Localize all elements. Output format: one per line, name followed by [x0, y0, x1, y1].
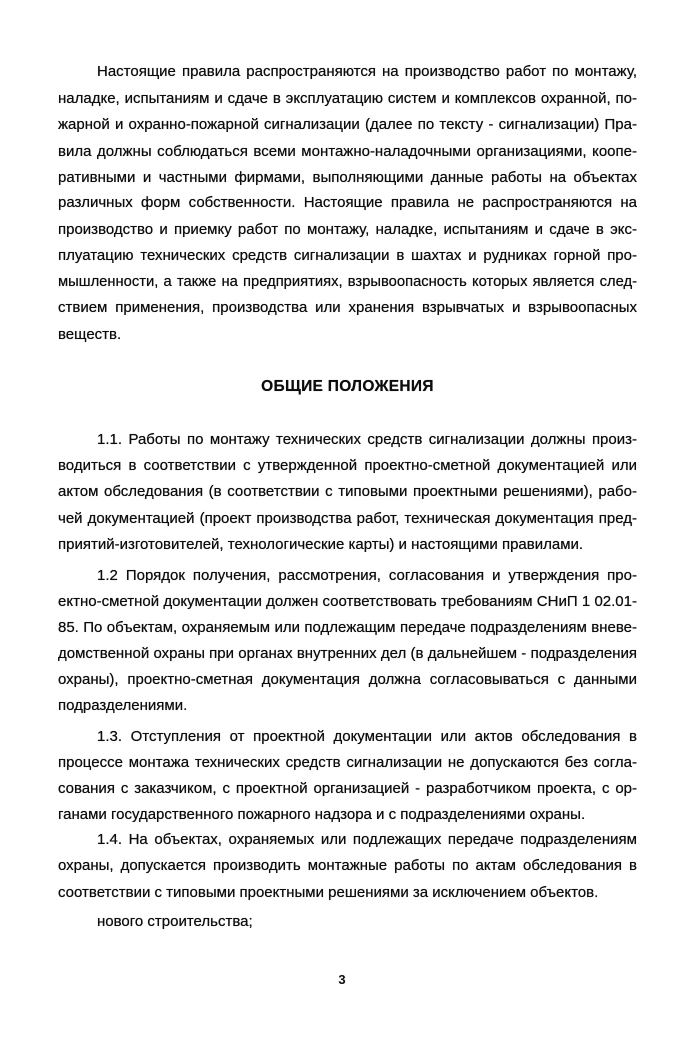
text-line: различных форм собственности. Настоящие правила не распространяются на	[58, 194, 637, 211]
text-line: 1.1. Работы по монтажу технических средств сигнализации должны произ-	[97, 431, 637, 448]
text-line: 1.2 Порядок получения, рассмотрения, согласования и утверждения про-	[97, 567, 637, 584]
text-line: процессе монтажа технических средств сигнализации не допускаются без согла-	[58, 754, 637, 771]
page-number: 3	[338, 972, 346, 987]
text-line: нового строительства;	[97, 913, 253, 930]
text-line: сования с заказчиком, с проектной организацией - разработчиком проекта, с ор-	[58, 780, 637, 797]
text-line: ствием применения, производства или хранения взрывчатых и взрывоопасных	[58, 299, 637, 316]
text-line: водиться в соответствии с утвержденной проектно-сметной документацией или	[58, 457, 637, 474]
text-line: вила должны соблюдаться всеми монтажно-наладочными организациями, коопе-	[58, 143, 637, 160]
text-line: ративными и частными фирмами, выполняющими данные работы на объектах	[58, 169, 637, 186]
text-line: 85. По объектам, охраняемым или подлежащим передаче подразделениям вневе-	[58, 619, 637, 636]
text-line: плуатацию технических средств сигнализации в шахтах и рудниках горной про-	[58, 247, 637, 264]
text-line: 1.3. Отступления от проектной документации или актов обследования в	[97, 728, 637, 745]
text-line: ектно-сметной документации должен соответствовать требованиям СНиП 1 02.01-	[58, 593, 637, 610]
text-line: чей документацией (проект производства работ, техническая документация пред-	[58, 510, 637, 527]
text-line: актом обследования (в соответствии с типовыми проектными решениями), рабо-	[58, 483, 637, 500]
text-line: соответствии с типовыми проектными решениями за исключением объектов.	[58, 884, 599, 901]
text-line: производство и приемку работ по монтажу, наладке, испытаниям и сдаче в экс-	[58, 221, 637, 238]
text-line: ганами государственного пожарного надзора и с подразделениями охраны.	[58, 806, 586, 823]
text-line: охраны), проектно-сметная документация должна согласовываться с данными	[58, 671, 637, 688]
text-line: жарной и охранно-пожарной сигнализации (далее по тексту - сигнализации) Пра-	[58, 116, 637, 133]
section-heading: ОБЩИЕ ПОЛОЖЕНИЯ	[261, 378, 434, 395]
text-line: мышленности, а также на предприятиях, взрывоопасность которых является след-	[58, 274, 637, 290]
text-line: Настоящие правила распространяются на производство работ по монтажу,	[97, 63, 637, 80]
text-line: приятий-изготовителей, технологические карты) и настоящими правилами.	[58, 536, 584, 553]
text-line: охраны, допускается производить монтажные работы по актам обследования в	[58, 857, 637, 874]
text-line: домственной охраны при органах внутренних дел (в дальнейшем - подразделения	[58, 645, 637, 662]
text-line: наладке, испытаниям и сдаче в эксплуатацию систем и комплексов охранной, по-	[58, 90, 637, 107]
text-line: подразделениями.	[58, 697, 188, 714]
text-line: веществ.	[58, 326, 122, 343]
text-line: 1.4. На объектах, охраняемых или подлежащих передаче подразделениям	[97, 831, 637, 848]
